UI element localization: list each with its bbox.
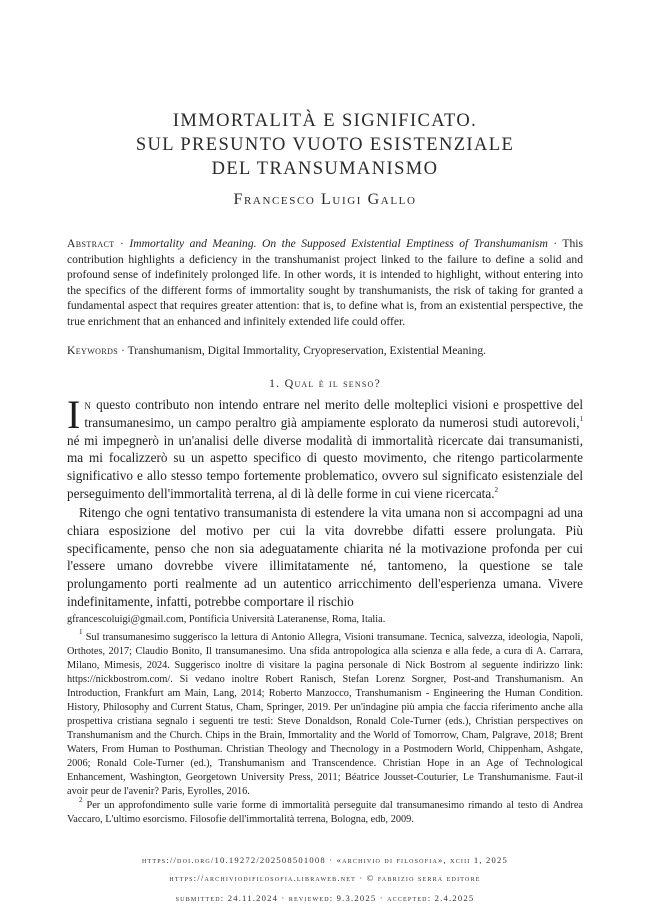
website-line: https://archiviodifilosofia.libraweb.net · © fabrizio serra editore [169,873,481,883]
footnote-1-text: Sul transumanesimo suggerisco la lettura di Antonio Allegra, Visioni transumane. Tecnica, salvezza, ideologia, Napoli, Orthotes, 2017; Claudio Bonito, Il transumanesimo. Una sfida antropologica alla scienza e alla fede, a cura di A. Carrara, Milano, Mimesis, 2024. Suggerisco inoltre di visitare la pagina personale di Nick Bostrom al seguente indirizzo link: https://nickbostrom.com/. Si vedano inoltre Robert Ranisch, Stefan Lorenz Sorgner, Post-and Transhumanism. An Introduction, Frankfurt am Main, Lang, 2014; Roberto Manzocco, Transhumanism - Engineering the Human Condition. History, Philosophy and Current Status, Cham, Springer, 2019. Per un'indagine più ampia che faccia riferimento anche alla prospettiva cristiana segnalo i seguenti tre testi: Steve Donaldson, Ronald Cole-Turner (eds.), Christian perspectives on Transhumanism and the Church. Chips in the Brain, Immortality and the World of Tomorrow, Cham, Palgrave, 2018; Brent Waters, From Human to Posthuman. Christian Theology and Thecnology in a Postmodern World, Chippenham, Ashgate, 2006; Ronald Cole-Turner (ed.), Transhumanism and Transcendence. Christian Hope in an Age of Technological Enhancement, Washington, Georgetown University Press, 2011; Béatrice Jousset-Couturier, Le Transhumanisme. Faut-il avoir peur de l'avenir? Paris, Eyrolles, 2016. [67,632,583,797]
footnote-1 [67,628,583,799]
body-paragraph-1 [67,392,583,503]
footnote-ref-2[interactable]: 2 [494,485,498,494]
footnote-1-number: 1 [79,628,83,636]
section-heading: 1. Qual è il senso? [268,376,381,390]
footnote-ref-1[interactable]: 1 [579,414,583,423]
footnote-2-text: Per un approfondimento sulle varie forme di immortalità perseguite dal transumanesimo rimando al testo di Andrea Vaccaro, L'ultimo esorcismo. Filosofie dell'immortalità terrena, Bologna, edb, 2009. [67,800,583,825]
paragraph-first-words: n [84,397,92,412]
submission-dates: submitted: 24.11.2024 · reviewed: 9.3.2025 · accepted: 2.4.2025 [175,893,475,903]
keywords-label: Keywords [67,344,119,357]
footnotes [67,613,583,827]
footnote-2 [67,796,583,827]
article-title-line-3: DEL TRANSUMANISMO [211,159,439,179]
abstract [67,236,583,330]
abstract-separator: · [114,237,130,250]
keywords [67,343,583,359]
footnote-2-number: 2 [79,796,83,804]
drop-cap: I [67,392,81,437]
abstract-english-title: Immortality and Meaning. On the Supposed Existential Emptiness of Transhumanism [129,237,548,250]
article-title-line-2: SUL PRESUNTO VUOTO ESISTENZIALE [135,135,515,155]
paragraph-1-text-a: questo contributo non intendo entrare nel merito delle molteplici visioni e prospettive del transumanesimo, un campo peraltro già ampiamente esplorato da numerosi studi autorevoli, [84,397,583,430]
abstract-text: · This contribution highlights a deficiency in the transhumanist project linked to the failure to define a solid and profound sense of indefinitely prolonged life. In other words, it is intended to highlight, without entering into the specifics of the different forms of immortality sought by transhumanists, the risk of taking for granted a fundamental aspect that requires greater attention: that is, to define what is, from an existential perspective, the true enrichment that an enhanced and infinitely extended life could offer. [67,237,583,328]
doi-line: https://doi.org/10.19272/202508501008 · «archivio di filosofia», xciii 1, 2025 [141,855,509,865]
keywords-text: · Transhumanism, Digital Immortality, Cryopreservation, Existential Meaning. [118,344,487,357]
abstract-label: Abstract [67,237,115,250]
paragraph-1-text-b: né mi impegnerò in un'analisi delle diverse modalità di immortalità ricercate dai transumanisti, ma mi focalizzerò su un aspetto specifico di questo movimento, che ritengo particolarmente significativo e allo stesso tempo fortemente problematico, ovvero sul significato esistenziale del perseguimento dell'immortalità terrena, al di là delle forme in cui viene ricercata. [67,432,583,501]
author-name: Francesco Luigi Gallo [233,191,417,208]
body-paragraph-2: Ritengo che ogni tentativo transumanista di estendere la vita umana non si accompagni ad una chiara esposizione del motivo per cui la vita dovrebbe difatti essere prolungata. Più specificamente, penso che non sia adeguatamente chiarita né la motivazione profonda per cui l'essere umano dovrebbe vivere illimitatamente né, tantomeno, la questione se tale prolungamento porti realmente ad un autentico arricchimento dell'esperienza umana. Vivere indefinitamente, infatti, potrebbe comportare il rischio [67,505,583,609]
author-affiliation: gfrancescoluigi@gmail.com, Pontificia Università Lateranense, Roma, Italia. [67,614,386,625]
article-title-line-1: IMMORTALITÀ E SIGNIFICATO. [172,111,478,131]
